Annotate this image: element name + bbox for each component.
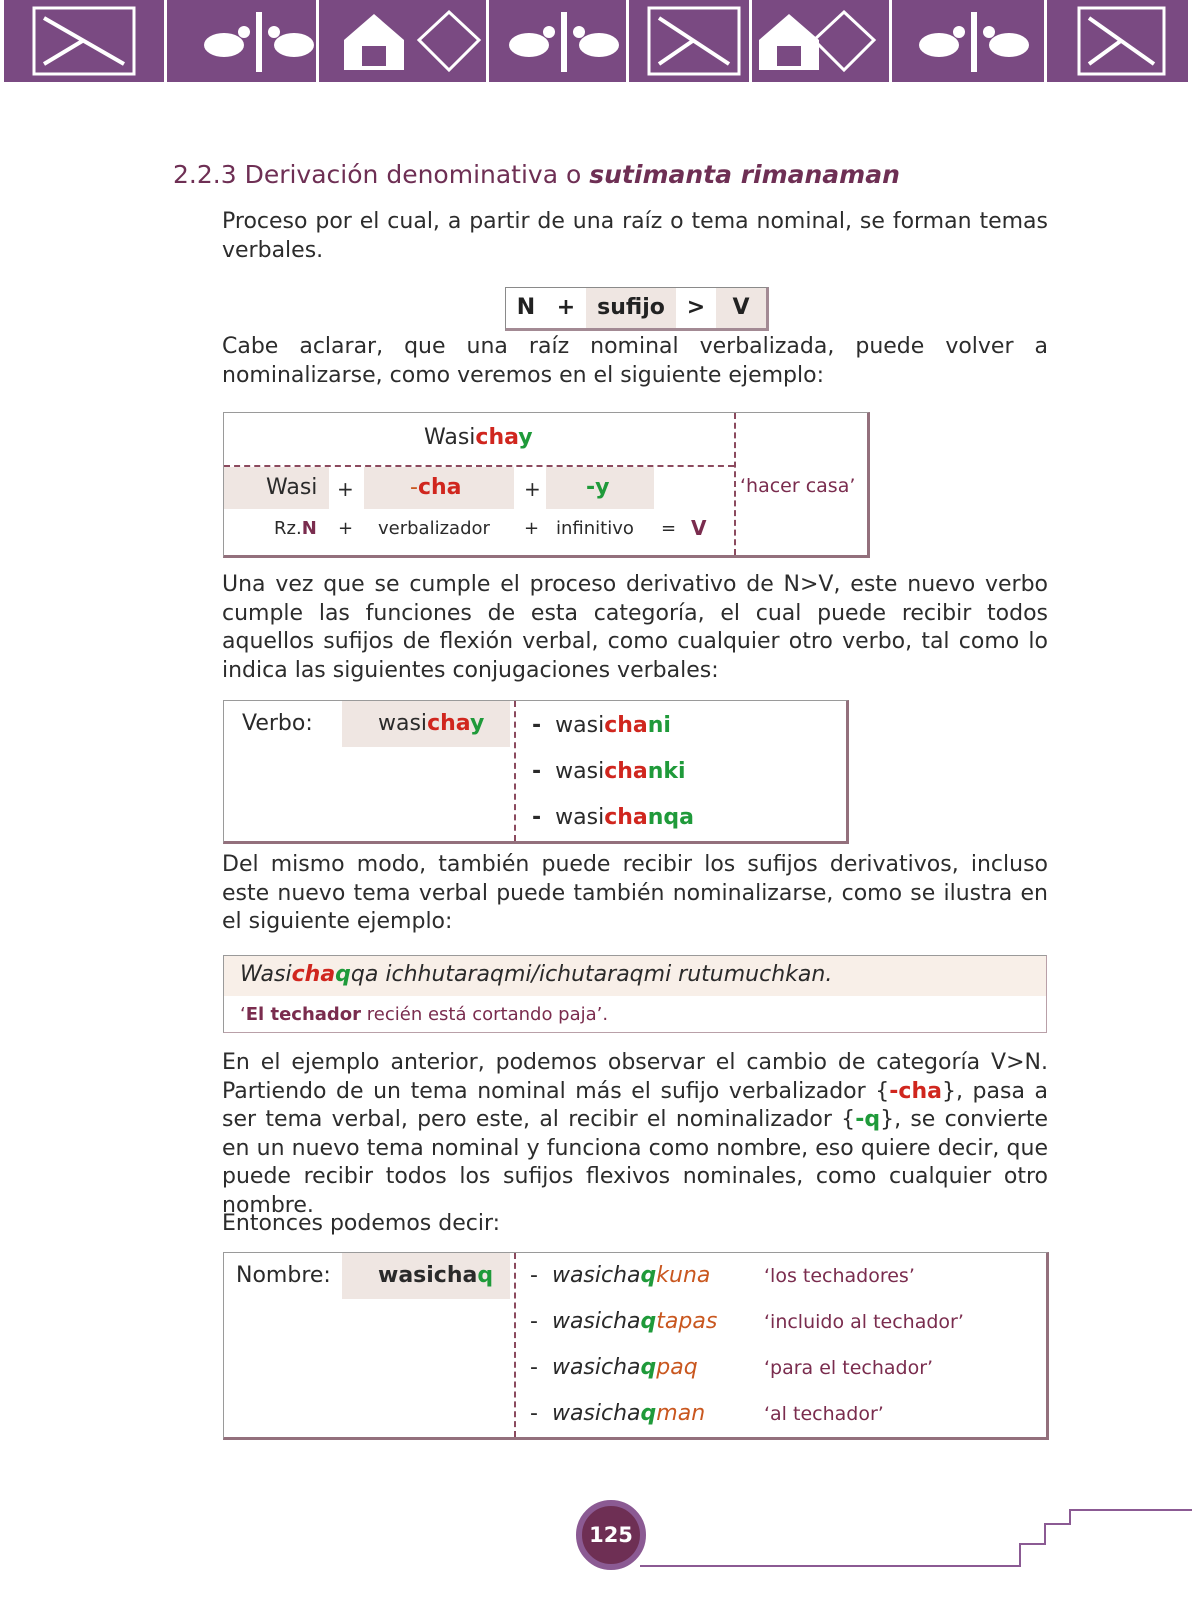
noun-form-gloss: ‘para el techador’ [764,1357,934,1379]
page-number: 125 [589,1523,633,1547]
derived-word: Wasichay [424,425,533,450]
label-infinitive: infinitivo [556,518,634,539]
dashed-divider [514,701,516,841]
derivation-table [223,412,870,558]
noun-form-item: - wasichaqkuna [530,1263,711,1288]
suffix-y: -y [586,475,610,500]
banner-divider [164,0,167,82]
noun-wasichaq: wasichaq [378,1263,494,1288]
formula-n: N [516,295,536,320]
paragraph-conclusion: Entonces podemos decir: [222,1211,501,1236]
plus-sign: + [524,477,541,501]
banner-background [4,0,1188,82]
verb-wasichay: wasichay [378,711,485,736]
noun-form-gloss: ‘al techador’ [764,1403,884,1425]
noun-label: Nombre: [236,1263,331,1288]
paragraph-definition: Proceso por el cual, a partir de una raíz o tema nominal, se forman temas verbales. [222,209,1048,263]
label-verbalizer: verbalizador [378,518,490,539]
section-number: 2.2.3 [173,160,237,189]
section-heading [173,160,900,189]
example-sentence: Wasichaqqa ichhutaraqmi/ichutaraqmi rutumuchkan. [240,962,833,987]
banner-divider [316,0,319,82]
label-equals: = [661,518,677,539]
root-text: Wasi [266,475,318,500]
textile-pattern-icon [4,0,1188,82]
example-sentence-box [223,955,1047,1033]
noun-form-gloss: ‘los techadores’ [764,1265,915,1287]
formula-plus: + [546,288,586,328]
gloss-hacer-casa: ‘hacer casa’ [740,475,856,497]
paragraph-derivative-suffixes: Del mismo modo, también puede recibir los sufijos derivativos, incluso este nuevo tema verbal puede también nominalizarse, como se ilustra en el siguiente ejemplo: [222,852,1048,934]
formula-box [505,287,769,331]
dashed-divider [734,413,736,555]
section-title: Derivación denominativa o [244,160,582,189]
banner-divider [486,0,489,82]
label-v: V [691,516,707,540]
banner-divider [626,0,629,82]
formula-v: V [716,288,766,328]
label-plus: + [524,518,540,539]
label-root: Rz.N [274,518,317,539]
paragraph-verb-functions: Una vez que se cumple el proceso derivativo de N>V, este nuevo verbo cumple las funciones de esta categoría, el cual puede recibir todos aquellos sufijos de flexión verbal, como cualquier otro verbo, tal como lo indica las siguientes conjugaciones verbales: [222,572,1048,683]
conjugation-item: - wasichanki [532,759,686,784]
example-translation: ‘El techador recién está cortando paja’. [240,1004,609,1025]
paragraph-category-change: En el ejemplo anterior, podemos observar el cambio de categoría V>N. Partiendo de un tema nominal más el sufijo verbalizador {-cha}, pasa a ser tema verbal, pero este, al recibir el nominalizador {-q}, se convierte en un nuevo tema nominal y funciona como nombre, eso quiere decir, que puede recibir todos los sufijos flexivos nominales, como cualquier otro nombre. [222,1050,1048,1218]
banner-divider [749,0,752,82]
conjugation-item: - wasichani [532,713,671,738]
label-plus: + [338,518,354,539]
paragraph-clarify: Cabe aclarar, que una raíz nominal verbalizada, puede volver a nominalizarse, como veremos en el siguiente ejemplo: [222,334,1048,388]
formula-suffix: sufijo [586,288,676,328]
noun-form-item: - wasichaqman [530,1401,706,1426]
decorative-banner [0,0,1192,84]
page-number-badge [576,1500,646,1570]
banner-divider [889,0,892,82]
section-title-italic: sutimanta rimanaman [589,160,900,189]
dashed-divider [514,1253,516,1437]
plus-sign: + [337,477,354,501]
conjugation-item: - wasichanqa [532,805,695,830]
banner-divider [1044,0,1047,82]
formula-gt: > [676,288,716,328]
suffix-cha: -cha [410,475,462,500]
noun-form-gloss: ‘incluido al techador’ [764,1311,964,1333]
verb-label: Verbo: [242,711,313,736]
verb-conjugation-table [223,700,849,844]
noun-inflection-table [223,1252,1049,1440]
noun-form-item: - wasichaqtapas [530,1309,718,1334]
noun-form-item: - wasichaqpaq [530,1355,698,1380]
